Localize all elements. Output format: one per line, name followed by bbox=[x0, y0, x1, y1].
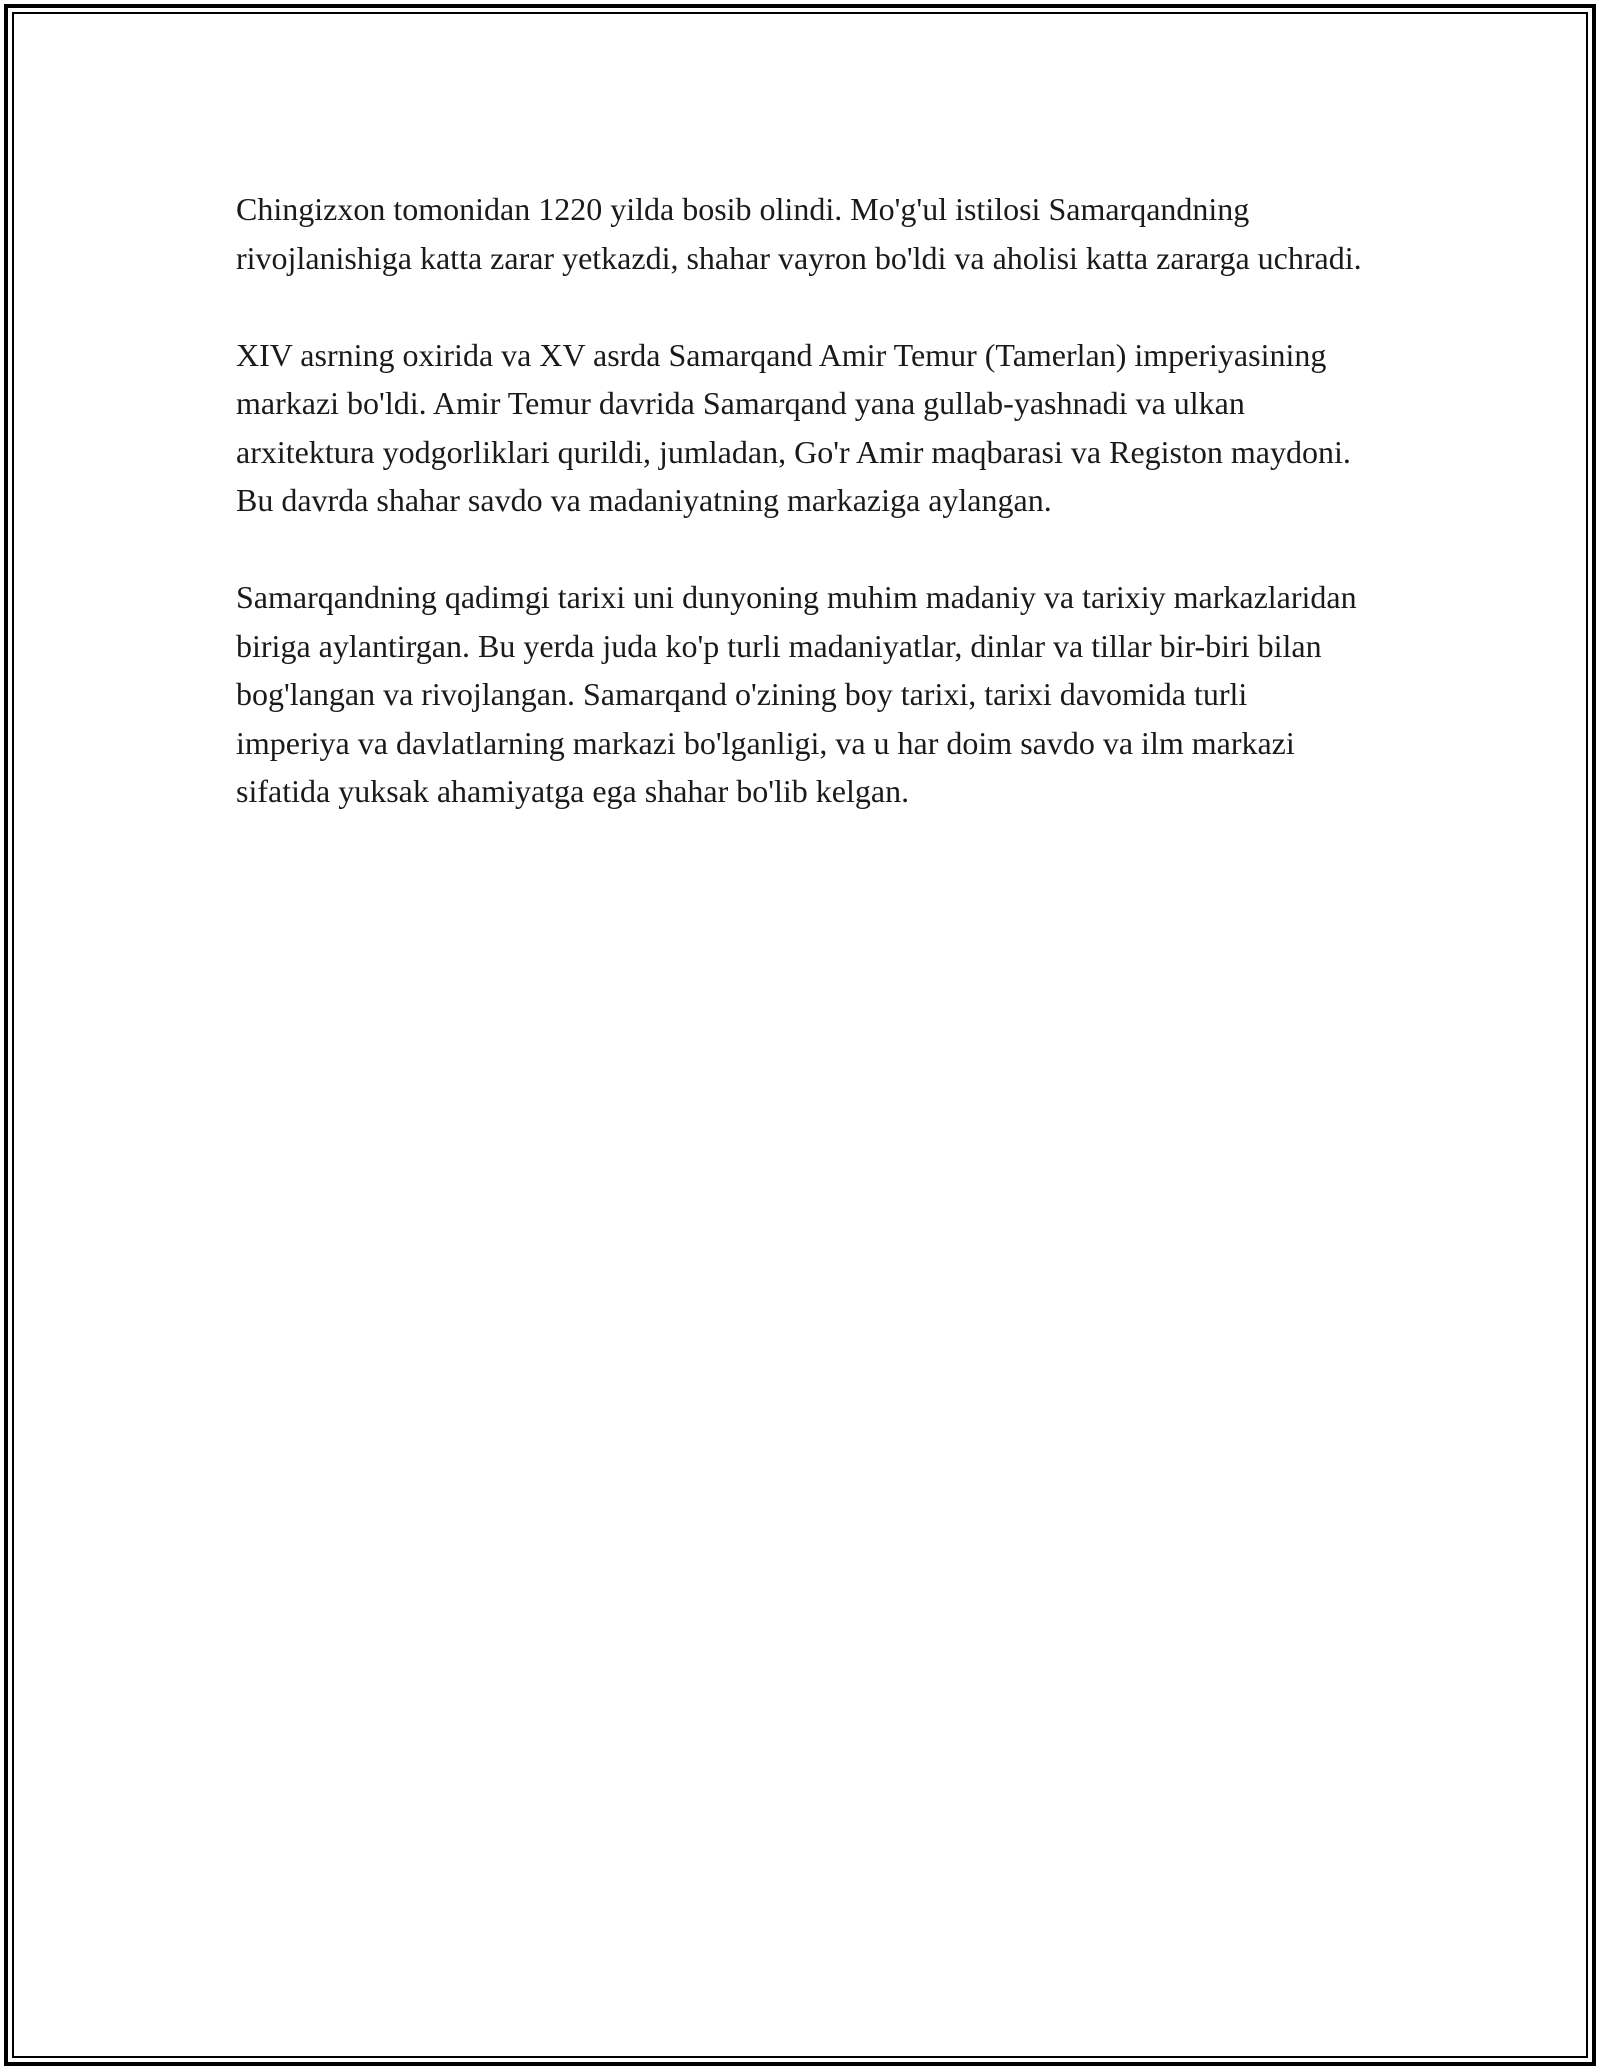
document-body bbox=[236, 185, 1364, 864]
paragraph-historical-significance: Samarqandning qadimgi tarixi uni dunyoning muhim madaniy va tarixiy markazlaridan biriga aylantirgan. Bu yerda juda ko'p turli madaniyatlar, dinlar va tillar bir-biri bilan bog'langan va rivojlangan. Samarqand o'zining boy tarixi, tarixi davomida turli imperiya va davlatlarning markazi bo'lganligi, va u har doim savdo va ilm markazi sifatida yuksak ahamiyatga ega shahar bo'lib kelgan. bbox=[236, 579, 1357, 809]
paragraph-mongol-conquest: Chingizxon tomonidan 1220 yilda bosib olindi. Mo'g'ul istilosi Samarqandning rivojlanishiga katta zarar yetkazdi, shahar vayron bo'ldi va aholisi katta zararga uchradi. bbox=[236, 191, 1362, 276]
paragraph-amir-temur-era: XIV asrning oxirida va XV asrda Samarqand Amir Temur (Tamerlan) imperiyasining markazi bo'ldi. Amir Temur davrida Samarqand yana gullab-yashnadi va ulkan arxitektura yodgorliklari qurildi, jumladan, Go'r Amir maqbarasi va Registon maydoni. Bu davrda shahar savdo va madaniyatning markaziga aylangan. bbox=[236, 336, 1351, 518]
